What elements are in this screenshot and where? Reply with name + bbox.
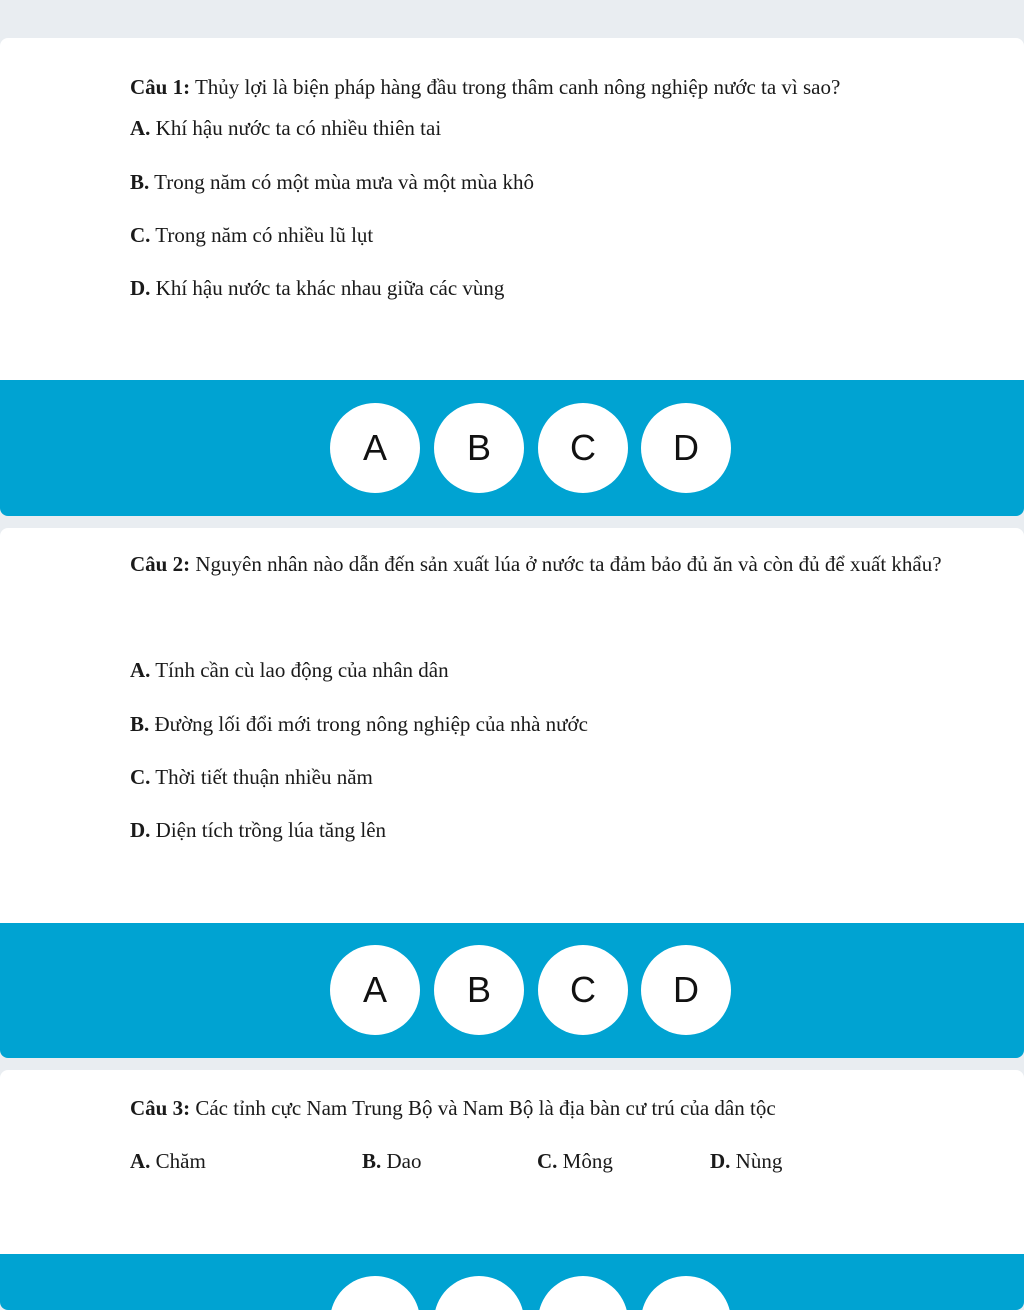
question-number: Câu 3: [130, 1096, 191, 1120]
option-text: Mông [562, 1149, 613, 1173]
option-text: Trong năm có nhiều lũ lụt [155, 223, 374, 247]
option-c [130, 765, 373, 789]
question-text [130, 61, 970, 114]
option-key: D. [130, 818, 151, 842]
option-key: D. [710, 1149, 731, 1173]
option-key: B. [130, 170, 150, 194]
option-key: C. [537, 1149, 558, 1173]
question-number: Câu 2: [130, 552, 191, 576]
option-key: B. [130, 712, 150, 736]
answer-button-peek[interactable] [538, 1276, 628, 1310]
option-b [130, 170, 534, 194]
option-c [537, 1149, 613, 1173]
question-card-2 [0, 528, 1024, 1058]
option-a [130, 116, 441, 140]
option-b [362, 1149, 422, 1173]
answer-button-c[interactable]: C [538, 945, 628, 1035]
question-text [130, 538, 970, 591]
option-d [130, 818, 386, 842]
option-text: Khí hậu nước ta khác nhau giữa các vùng [155, 276, 505, 300]
question-body: Các tỉnh cực Nam Trung Bộ và Nam Bộ là địa bàn cư trú của dân tộc [195, 1096, 776, 1120]
option-text: Chăm [155, 1149, 206, 1173]
answer-button-d[interactable]: D [641, 403, 731, 493]
option-a [130, 658, 449, 682]
answer-button-c[interactable]: C [538, 403, 628, 493]
question-number: Câu 1: [130, 75, 191, 99]
option-text: Trong năm có một mùa mưa và một mùa khô [154, 170, 534, 194]
option-d [710, 1149, 782, 1173]
option-text: Thời tiết thuận nhiều năm [155, 765, 373, 789]
option-text: Tính cần cù lao động của nhân dân [155, 658, 449, 682]
option-text: Diện tích trồng lúa tăng lên [155, 818, 387, 842]
option-text: Dao [386, 1149, 422, 1173]
option-key: D. [130, 276, 151, 300]
answer-button-b[interactable]: B [434, 945, 524, 1035]
question-body: Thủy lợi là biện pháp hàng đầu trong thâm canh nông nghiệp nước ta vì sao? [194, 75, 841, 99]
option-a [130, 1149, 206, 1173]
option-key: B. [362, 1149, 382, 1173]
option-key: C. [130, 765, 151, 789]
option-key: A. [130, 116, 151, 140]
question-body: Nguyên nhân nào dẫn đến sản xuất lúa ở nước ta đảm bảo đủ ăn và còn đủ để xuất khẩu? [195, 552, 942, 576]
option-key: A. [130, 1149, 151, 1173]
answer-button-peek[interactable] [641, 1276, 731, 1310]
answer-bar [0, 1254, 1024, 1310]
answer-button-a[interactable]: A [330, 945, 420, 1035]
option-c [130, 223, 373, 247]
option-key: A. [130, 658, 151, 682]
answer-bar [0, 380, 1024, 516]
answer-button-b[interactable]: B [434, 403, 524, 493]
option-text: Nùng [735, 1149, 783, 1173]
answer-button-d[interactable]: D [641, 945, 731, 1035]
question-card-1 [0, 38, 1024, 516]
question-text [130, 1082, 970, 1135]
question-card-3 [0, 1070, 1024, 1310]
option-key: C. [130, 223, 151, 247]
option-d [130, 276, 504, 300]
answer-button-peek[interactable] [434, 1276, 524, 1310]
option-text: Đường lối đổi mới trong nông nghiệp của nhà nước [154, 712, 588, 736]
option-b [130, 712, 588, 736]
option-text: Khí hậu nước ta có nhiều thiên tai [155, 116, 442, 140]
answer-button-a[interactable]: A [330, 403, 420, 493]
answer-button-peek[interactable] [330, 1276, 420, 1310]
answer-bar [0, 923, 1024, 1058]
